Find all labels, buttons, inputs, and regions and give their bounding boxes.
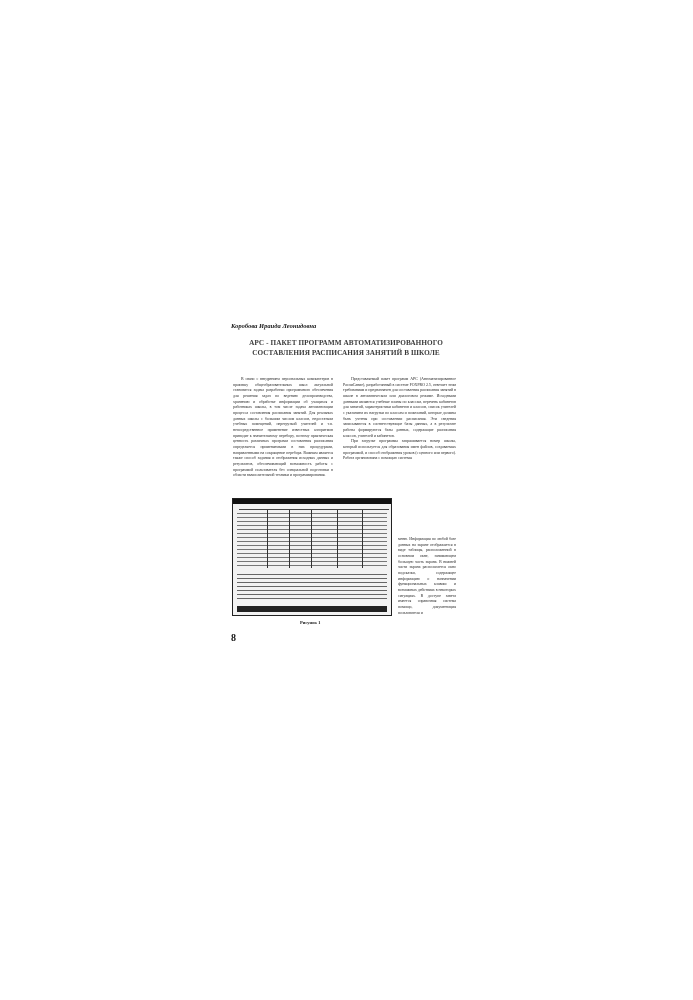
right-paragraph-1: Представляемый пакет программ АРС (Автоматизированное РаспиСание), разработанный в системе FOXPRO 2.5, отвечает этим требованиям и предназначен для составления расписания занятий в школе в автоматическом или диалоговом режиме. Исходными данными являются учебные планы по классам, перечень кабинетов для занятий, характеристики кабинетов и классов, список учителей с указанием их нагрузки по классам и пожеланий, которые должны быть учтены при составлении расписания. Эти сведения записываются в соответствующие базы данных, а в результате работы формируются базы данных, содержащие расписания классов, учителей и кабинетов. (343, 377, 456, 438)
narrow-text-column (398, 537, 456, 616)
title-line-2: СОСТАВЛЕНИЯ РАСПИСАНИЯ ЗАНЯТИЙ В ШКОЛЕ (252, 348, 440, 357)
left-text-column (233, 377, 333, 479)
figure-data-table (237, 510, 387, 568)
title-line-1: АРС - ПАКЕТ ПРОГРАММ АВТОМАТИЗИРОВАННОГО (249, 339, 443, 347)
screenshot-figure (232, 498, 392, 616)
figure-menu-bar (233, 499, 391, 504)
right-text-column (343, 377, 456, 462)
article-title (236, 339, 456, 358)
right-paragraph-2: При загрузке программы запрашивается номер школы, который используется для образования имен файлов, создаваемых программой, и способ отображения уроков (с цепного или первого). Работа организована с помощью системы (343, 439, 457, 461)
narrow-paragraph: меню. Информация по любой базе данных на экране отображается в виде таблицы, расположенной в основном окне, занимающем большую часть экрана. В нижней части экрана располагается окно подсказки, содержащее информацию о назначении функциональных клавиш и возможных действиях в некоторых ситуациях. В доступе завета имеется справочная система помощи, документация пользователя и (398, 537, 456, 615)
page-number: 8 (231, 633, 236, 644)
figure-help-window (237, 571, 387, 601)
author-name: Коробова Ираида Леонидовна (231, 323, 317, 330)
left-paragraph: В связи с внедрением персональных компьютеров в практику общеобразовательных школ актуальной становится задача разработки программного обеспечения для решения задач по ведению делопроизводства, хранению и обработке информации об учащихся и работниках школы, в том числе задача автоматизации процесса составления расписания занятий. Для реальных данных школы с большим числом классов, недостатком учебных помещений, перегрузкой учителей и т.п. непосредственное применение известных алгоритмов приводит к значительному перебору, поэтому практическая ценность различных программ составления расписания определяется применяемыми в них процедурами, направленными на сокращение перебора. Важным является также способ задания и отображения исходных данных и результатов, обеспечивающий возможность работы с программой пользователя без специальной подготовки в области вычислительной техники и программирования. (233, 377, 333, 478)
figure-status-bar (237, 606, 387, 612)
figure-caption: Рисунок 1 (300, 620, 321, 625)
